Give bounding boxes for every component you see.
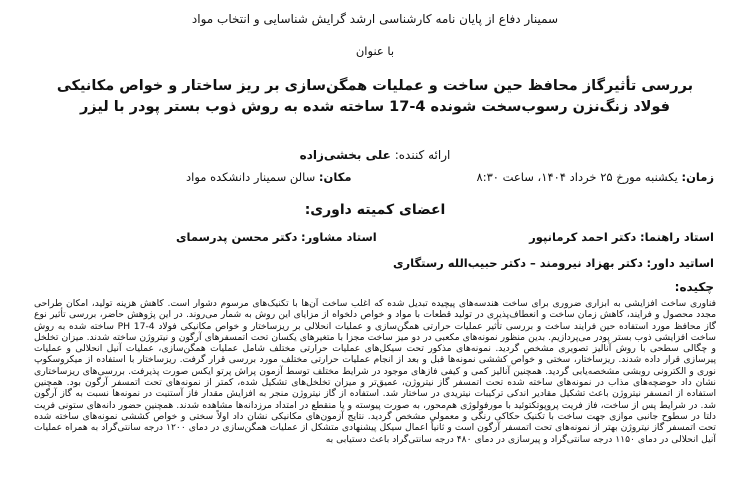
presenter-line [0,148,750,162]
time-value: یکشنبه مورخ ۲۵ خرداد ۱۴۰۴، ساعت ۸:۳۰ [476,170,678,184]
with-title-label: با عنوان [355,44,395,58]
supervisor-name: دکتر احمد کرمانپور [529,230,637,244]
time-field [477,170,714,184]
presenter-label: ارائه کننده: [394,148,451,162]
place-label: مکان: [318,170,352,184]
thesis-title-line-1: بررسی تأثیرگاز محافظ حین ساخت و عملیات همگن‌سازی بر ریز ساختار و خواص مکانیکی [56,78,694,94]
advisor-label: استاد مشاور: [301,230,377,244]
reviewers-field [393,256,714,270]
seminar-line: سمینار دفاع از پایان نامه کارشناسی ارشد گرایش شناسایی و انتخاب مواد [191,12,559,26]
place-value: سالن سمینار دانشکده مواد [186,170,316,184]
abstract-label: چکیده: [674,280,714,294]
committee-heading: اعضای کمیته داوری: [304,202,446,218]
reviewers-names: دکتر بهزاد نیرومند – دکتر حبیب‌الله رستگاری [392,256,643,270]
abstract-text: فناوری ساخت افزایشی به ابزاری ضروری برای ساخت هندسه‌های پیچیده تبدیل شده که اغلب ساخت آن‌ها با تکنیک‌های مرسوم دشوار است. کاهش هزینه تولید، امکان طراحی مجدد محصول و فرایند، کاهش زمان ساخت و انعطاف‌پذیری در تولید قطعات با مواد و خواص دلخواه از مزایای این روش به شمار می‌روند. در این پژوهش حاضر، بررسی تأثیر نوع گاز محافظ مورد استفاده حین فرایند ساخت و بررسی تأثیر عملیات حرارتی همگن‌سازی و عملیات انحلالی بر ریزساختار و خواص مکانیکی فولاد 4-17 PH ساخته شده به روش ساخت افزایشی ذوب بستر پودر می‌پردازیم. بدین منظور نمونه‌های مکعبی در دو میز ساخت مجزا با متغیرهای یکسان تحت اتمسفرهای آرگون و نیتروژن ساخته شدند. میزان تخلخل و چگالی سطحی با روش آنالیز تصویری مشخص گردید. نمونه‌های مذکور تحت سیکل‌های عملیات حرارتی مختلف شامل عملیات همگن‌سازی، عملیات آنیل انحلالی و عملیات پیرسازی قرار داده شدند. ریزساختار، سختی و خواص کششی نمونه‌ها قبل و بعد از انجام عملیات حرارتی مختلف مورد بررسی قرار گرفت. ریزساختار با استفاده از میکروسکوپ نوری و الکترونی روبشی مشخصه‌یابی گردید. همچنین آنالیز کمی و کیفی فازهای موجود در شرایط مختلف توسط آزمون پراش پرتو ایکس صورت پذیرفت. بررسی‌های ریزساختاری نشان داد حوضچه‌های مذاب در نمونه‌های ساخته شده تحت اتمسفر گاز نیتروژن، عمیق‌تر و میزان تخلخل‌های تشکیل شده، کمتر از نمونه‌های تحت اتمسفر آرگون بود. همچنین استفاده از اتمسفر نیتروژن باعث تشکیل مقادیر اندکی ترکیبات نیتریدی در ساختار شد. استفاده از گاز نیتروژن منجر به افزایش مقدار فاز آستنیت در نمونه‌ها نسبت به گاز آرگون شد. در شرایط پس از ساخت، فاز فریت پروپوتکتوئید با مورفولوژی هم‌محور، به صورت پیوسته و یا منقطع در امتداد مرزدانه‌ها مشاهده شدند. همچنین حضور دانه‌های ستونی فریت دلتا در سطوح جانبی موازی جهت ساخت با تکنیک حکاکی رنگی و معمولی مشخص گردید. نتایج آزمون‌های مکانیکی نشان داد اولاً سختی و خواص کششی نمونه‌های ساخته شده تحت اتمسفر گاز نیتروژن بهتر از نمونه‌های تحت اتمسفر آرگون است و ثانیاً اعمال سیکل پیشنهادی متشکل از عملیات همگن‌سازی در دمای ۱۲۰۰ درجه سانتی‌گراد به همراه عملیات آنیل انحلالی در دمای ۱۱۵۰ درجه سانتی‌گراد و پیرسازی در دمای ۴۸۰ درجه سانتی‌گراد باعث دستیابی به [34,298,716,445]
thesis-title-line-2: فولاد زنگ‌نزن رسوب‌سخت شونده 4-17 ساخته شده به روش ذوب بستر پودر با لیزر [79,99,671,115]
supervisor-label: استاد راهنما: [639,230,714,244]
time-label: زمان: [681,170,714,184]
advisor-name: دکتر محسن پدرسمای [176,230,298,244]
reviewers-label: اساتید داور: [646,256,714,270]
advisor-field [176,230,377,244]
supervisor-field [529,230,714,244]
place-field [186,170,351,184]
presenter-name: علی بخشی‌زاده [299,148,391,162]
